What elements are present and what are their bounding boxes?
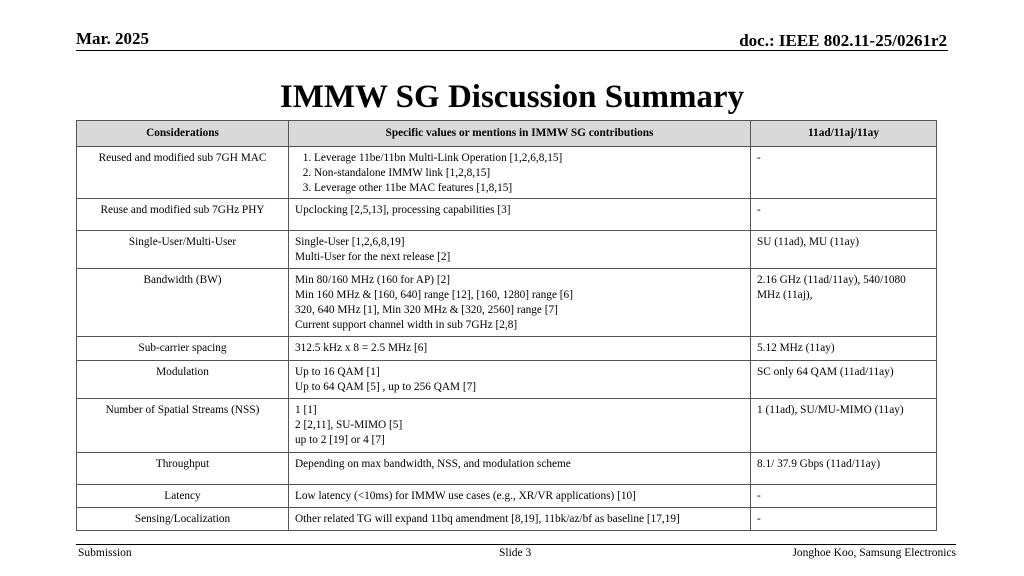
table-row bbox=[77, 485, 937, 508]
value-line: Min 80/160 MHz (160 for AP) [2] bbox=[295, 274, 451, 286]
summary-table bbox=[76, 120, 937, 531]
slide-title: IMMW SG Discussion Summary bbox=[279, 79, 745, 115]
value-line: Min 160 MHz & [160, 640] range [12], [160, 1280] range [6] bbox=[295, 289, 573, 301]
value-line: Current support channel width in sub 7GHz [2,8] bbox=[295, 319, 518, 331]
legacy-cell: - bbox=[751, 508, 937, 531]
table-row bbox=[77, 199, 937, 231]
list-item: 1. Leverage 11be/11bn Multi-Link Operation [1,2,6,8,15] bbox=[314, 151, 744, 166]
header-doc-id: doc.: IEEE 802.11-25/0261r2 bbox=[739, 31, 947, 50]
consideration-cell: Reused and modified sub 7GH MAC bbox=[77, 147, 289, 199]
values-cell: Other related TG will expand 11bq amendment [8,19], 11bk/az/bf as baseline [17,19] bbox=[289, 508, 751, 531]
value-line: Single-User [1,2,6,8,19] bbox=[295, 236, 405, 248]
consideration-cell: Sensing/Localization bbox=[77, 508, 289, 531]
legacy-line: 2.16 GHz (11ad/11ay), 540/1080 bbox=[757, 274, 906, 286]
value-line: Up to 64 QAM [5] , up to 256 QAM [7] bbox=[295, 381, 477, 393]
table-row bbox=[77, 337, 937, 361]
numbered-list bbox=[295, 151, 744, 196]
table-row bbox=[77, 361, 937, 399]
legacy-cell bbox=[751, 269, 937, 337]
header-date: Mar. 2025 bbox=[76, 29, 150, 48]
consideration-cell: Sub-carrier spacing bbox=[77, 337, 289, 361]
header-divider bbox=[76, 50, 948, 51]
values-cell bbox=[289, 269, 751, 337]
consideration-cell: Reuse and modified sub 7GHz PHY bbox=[77, 199, 289, 231]
column-header-legacy-standards: 11ad/11aj/11ay bbox=[751, 121, 937, 147]
values-cell: Upclocking [2,5,13], processing capabilities [3] bbox=[289, 199, 751, 231]
legacy-cell: 5.12 MHz (11ay) bbox=[751, 337, 937, 361]
legacy-cell: - bbox=[751, 147, 937, 199]
values-cell bbox=[289, 231, 751, 269]
list-item: 2. Non-standalone IMMW link [1,2,8,15] bbox=[314, 166, 744, 181]
consideration-cell: Throughput bbox=[77, 453, 289, 485]
value-line: Up to 16 QAM [1] bbox=[295, 366, 380, 378]
consideration-cell: Bandwidth (BW) bbox=[77, 269, 289, 337]
list-item: 3. Leverage other 11be MAC features [1,8,15] bbox=[314, 181, 744, 196]
consideration-cell: Number of Spatial Streams (NSS) bbox=[77, 399, 289, 453]
legacy-cell: 1 (11ad), SU/MU-MIMO (11ay) bbox=[751, 399, 937, 453]
legacy-cell: - bbox=[751, 199, 937, 231]
table-row bbox=[77, 231, 937, 269]
value-line: 320, 640 MHz [1], Min 320 MHz & [320, 2560] range [7] bbox=[295, 304, 558, 316]
legacy-cell: - bbox=[751, 485, 937, 508]
values-cell: Depending on max bandwidth, NSS, and modulation scheme bbox=[289, 453, 751, 485]
legacy-cell: SU (11ad), MU (11ay) bbox=[751, 231, 937, 269]
values-cell bbox=[289, 147, 751, 199]
table-row bbox=[77, 453, 937, 485]
values-cell: Low latency (<10ms) for IMMW use cases (e.g., XR/VR applications) [10] bbox=[289, 485, 751, 508]
footer-author: Jonghoe Koo, Samsung Electronics bbox=[792, 547, 956, 559]
table-row bbox=[77, 269, 937, 337]
value-line: Multi-User for the next release [2] bbox=[295, 251, 451, 263]
value-line: 1 [1] bbox=[295, 404, 317, 416]
values-cell bbox=[289, 361, 751, 399]
values-cell: 312.5 kHz x 8 = 2.5 MHz [6] bbox=[289, 337, 751, 361]
legacy-cell: 8.1/ 37.9 Gbps (11ad/11ay) bbox=[751, 453, 937, 485]
footer-divider bbox=[76, 544, 956, 545]
column-header-specific-values: Specific values or mentions in IMMW SG contributions bbox=[289, 121, 751, 147]
column-header-considerations: Considerations bbox=[77, 121, 289, 147]
consideration-cell: Modulation bbox=[77, 361, 289, 399]
consideration-cell: Latency bbox=[77, 485, 289, 508]
legacy-cell: SC only 64 QAM (11ad/11ay) bbox=[751, 361, 937, 399]
value-line: 2 [2,11], SU-MIMO [5] bbox=[295, 419, 403, 431]
table-row bbox=[77, 508, 937, 531]
footer-submission: Submission bbox=[78, 547, 132, 559]
table-header-row bbox=[77, 121, 937, 147]
table-row bbox=[77, 399, 937, 453]
value-line: up to 2 [19] or 4 [7] bbox=[295, 434, 385, 446]
footer-slide-number: Slide 3 bbox=[499, 547, 532, 559]
table-row bbox=[77, 147, 937, 199]
legacy-line: MHz (11aj), bbox=[757, 289, 813, 301]
values-cell bbox=[289, 399, 751, 453]
consideration-cell: Single-User/Multi-User bbox=[77, 231, 289, 269]
